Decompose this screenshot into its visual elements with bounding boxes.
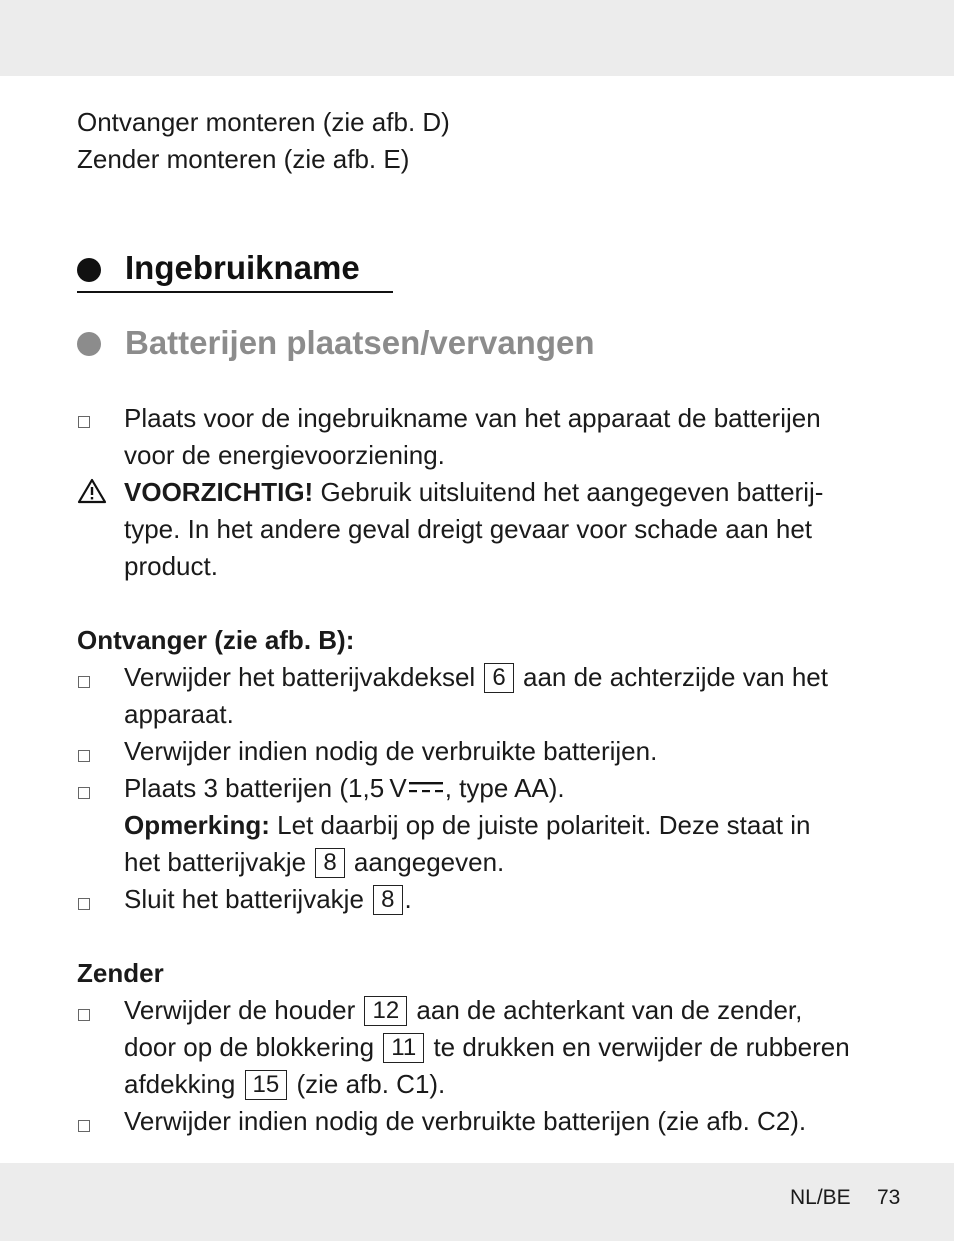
note-label: Opmerking: xyxy=(124,810,270,840)
note-text: aangegeven. xyxy=(346,847,505,877)
page-number: 73 xyxy=(877,1186,901,1209)
receiver-step-3 xyxy=(124,770,565,807)
receiver-heading: Ontvanger (zie afb. B): xyxy=(77,625,355,655)
step-text: . xyxy=(404,884,412,914)
transmitter-step-2: Verwijder indien nodig de verbruikte batterijen (zie afb. C2). xyxy=(124,1106,807,1136)
bullet-dot-icon xyxy=(77,332,101,356)
checkbox-bullet-icon xyxy=(78,1009,90,1021)
transmitter-step-1-cont xyxy=(124,1066,445,1103)
checkbox-bullet-icon xyxy=(78,416,90,428)
transmitter-step-1 xyxy=(124,992,802,1029)
note-text: Let daarbij op de juiste polariteit. Deze staat in xyxy=(269,810,811,840)
direct-current-icon xyxy=(409,780,443,794)
caution-line: type. In het andere geval dreigt gevaar voor schade aan het xyxy=(124,514,813,544)
caution-line xyxy=(124,474,823,511)
checkbox-bullet-icon xyxy=(78,676,90,688)
heading-underline xyxy=(77,291,393,293)
warning-triangle-icon xyxy=(77,478,107,504)
checkbox-bullet-icon xyxy=(78,787,90,799)
receiver-step-1-cont: apparaat. xyxy=(124,699,234,729)
caution-label: VOORZICHTIG! xyxy=(124,477,314,507)
part-number-box: 11 xyxy=(383,1033,424,1063)
step-text: (zie afb. C1). xyxy=(289,1069,446,1099)
step-text: aan de achterkant van de zender, xyxy=(409,995,803,1025)
receiver-note xyxy=(124,807,810,844)
receiver-step-2: Verwijder indien nodig de verbruikte batterijen. xyxy=(124,736,658,766)
instruction-line: voor de energievoorziening. xyxy=(124,440,445,470)
bullet-dot-icon xyxy=(77,258,101,282)
step-text: Sluit het batterijvakje xyxy=(124,884,372,914)
step-text: , type AA). xyxy=(444,773,565,803)
caution-text: Gebruik uitsluitend het aangegeven batterij- xyxy=(313,477,824,507)
receiver-step-4 xyxy=(124,881,412,918)
section-heading-text: Ingebruikname xyxy=(125,249,360,286)
step-text: door op de blokkering xyxy=(124,1032,382,1062)
transmitter-step-1-cont xyxy=(124,1029,850,1066)
header-band xyxy=(0,0,954,76)
part-number-box: 15 xyxy=(245,1070,288,1100)
footer-locale: NL/BE xyxy=(790,1186,851,1209)
step-text: Plaats 3 batterijen (1,5 V xyxy=(124,773,407,803)
part-number-box: 8 xyxy=(315,848,344,878)
transmitter-heading: Zender xyxy=(77,958,164,988)
step-text: te drukken en verwijder de rubberen xyxy=(426,1032,850,1062)
caution-line: product. xyxy=(124,551,218,581)
checkbox-bullet-icon xyxy=(78,750,90,762)
step-text: afdekking xyxy=(124,1069,243,1099)
instruction-line: Plaats voor de ingebruikname van het apparaat de batterijen xyxy=(124,403,821,433)
checkbox-bullet-icon xyxy=(78,1120,90,1132)
checkbox-bullet-icon xyxy=(78,898,90,910)
intro-line-transmitter: Zender monteren (zie afb. E) xyxy=(77,144,410,174)
step-text: aan de achterzijde van het xyxy=(515,662,828,692)
subsection-heading-text: Batterijen plaatsen/vervangen xyxy=(125,324,595,361)
step-text: Verwijder het batterijvakdeksel xyxy=(124,662,483,692)
receiver-note-cont xyxy=(124,844,504,881)
note-text: het batterijvakje xyxy=(124,847,314,877)
part-number-box: 12 xyxy=(364,996,407,1026)
part-number-box: 6 xyxy=(484,663,513,693)
step-text: Verwijder de houder xyxy=(124,995,363,1025)
receiver-step-1 xyxy=(124,659,828,696)
part-number-box: 8 xyxy=(373,885,402,915)
intro-line-receiver: Ontvanger monteren (zie afb. D) xyxy=(77,107,450,137)
